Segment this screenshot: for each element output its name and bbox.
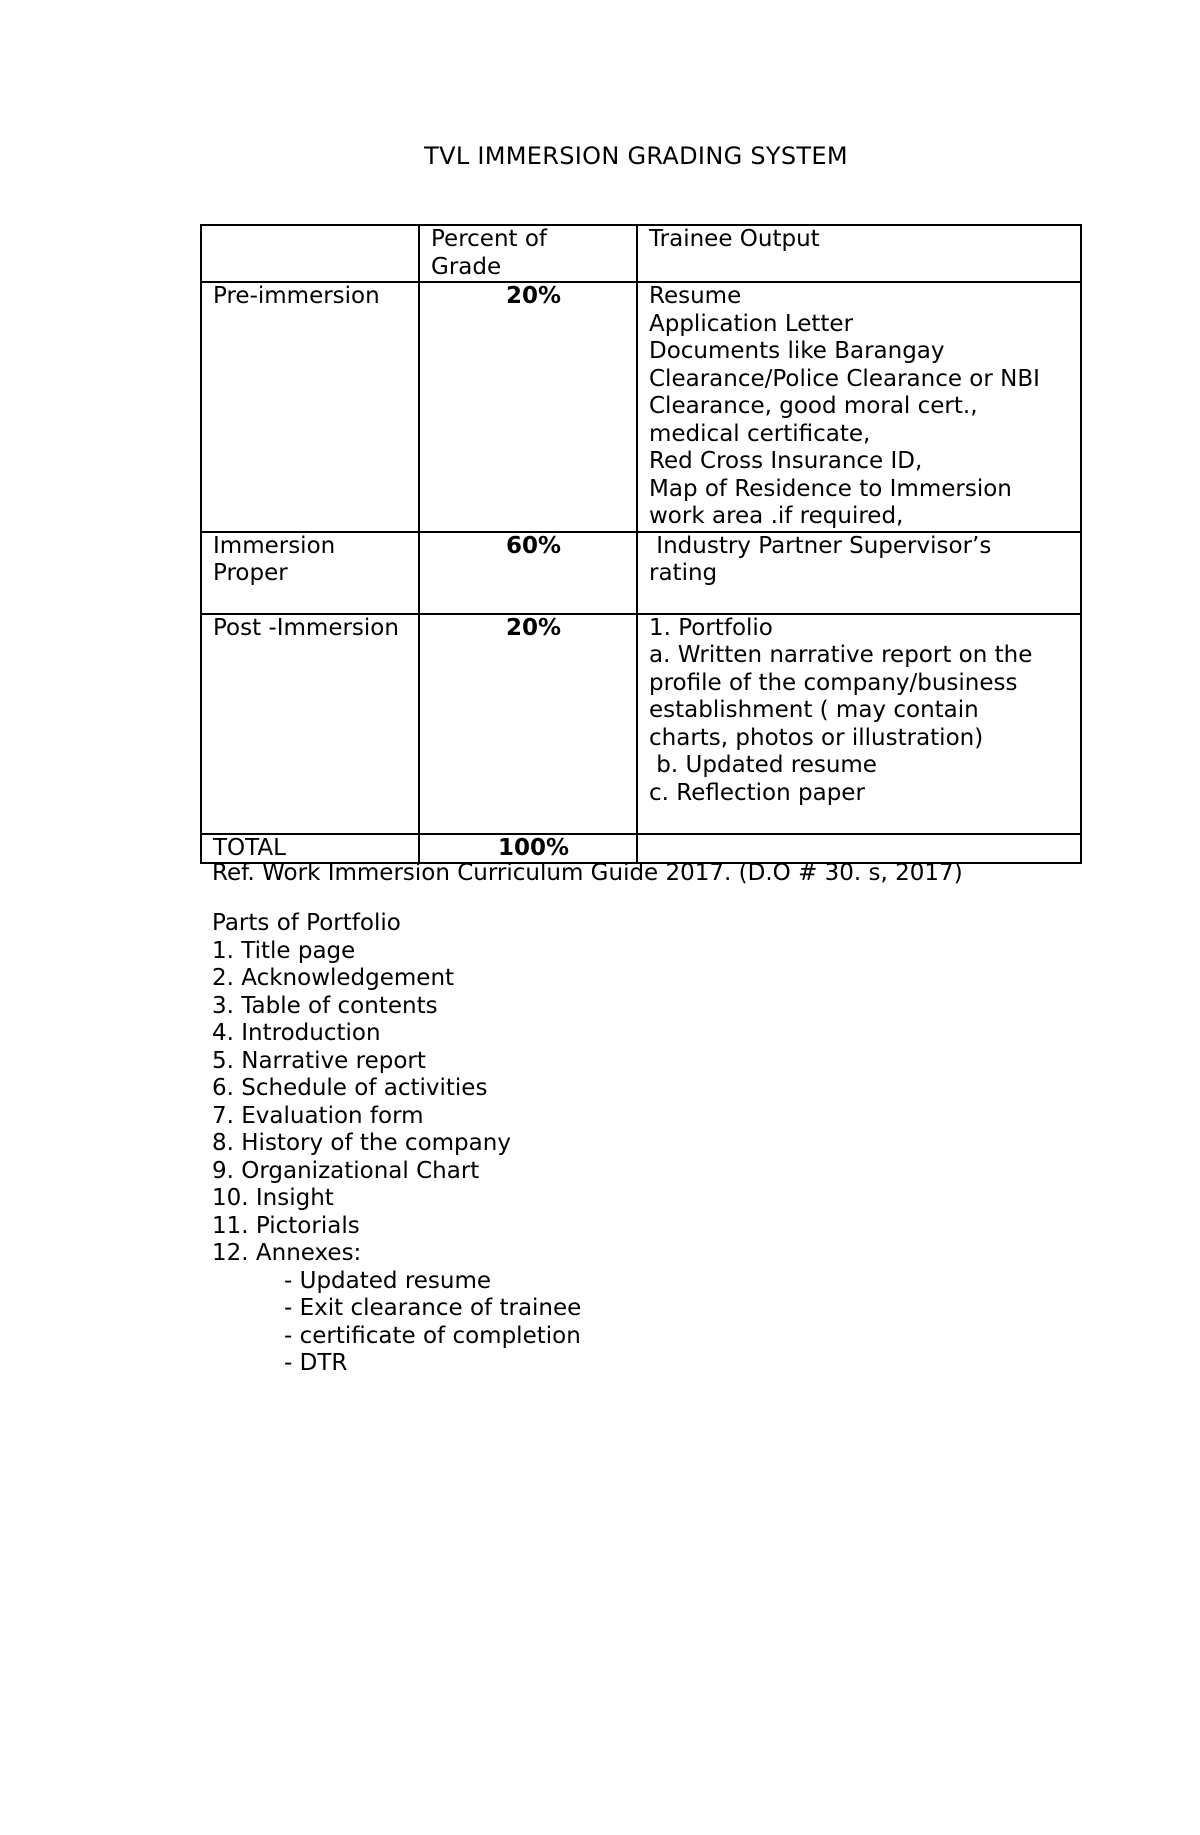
annex-item: - Exit clearance of trainee (284, 1295, 582, 1321)
header-stage-cell (201, 225, 419, 282)
output-line: Industry Partner Supervisor’s (649, 532, 992, 559)
output-line: Resume (649, 283, 742, 309)
reference-note: Ref. Work Immersion Curriculum Guide 2017. (D.O # 30. s, 2017) (212, 860, 963, 886)
annex-item: - Updated resume (284, 1267, 492, 1294)
total-label-cell: TOTAL (201, 834, 419, 864)
output-line: 1. Portfolio (649, 614, 773, 641)
output-cell (637, 532, 1081, 614)
grading-table (200, 224, 1082, 864)
table-row (201, 614, 1081, 834)
output-cell (637, 282, 1081, 532)
total-row (201, 834, 1081, 864)
list-item: 11. Pictorials (212, 1212, 360, 1239)
list-item: 9. Organizational Chart (212, 1157, 480, 1184)
stage-line: Immersion (213, 532, 336, 559)
output-line: work area .if required, (649, 503, 904, 529)
output-line: charts, photos or illustration) (649, 724, 984, 751)
table-header-row (201, 225, 1081, 282)
stage-cell (201, 532, 419, 614)
output-line: b. Updated resume (649, 752, 877, 778)
annex-item: - DTR (284, 1350, 348, 1376)
list-item: 10. Insight (212, 1185, 334, 1211)
output-line: Documents like Barangay (649, 338, 945, 364)
stage-cell: Post -Immersion (201, 614, 419, 834)
list-item: 5. Narrative report (212, 1047, 426, 1074)
output-line: rating (649, 560, 718, 586)
page-title: TVL IMMERSION GRADING SYSTEM (424, 142, 848, 170)
portfolio-section (212, 910, 581, 1378)
list-item: 1. Title page (212, 937, 356, 964)
table-row (201, 532, 1081, 614)
output-cell (637, 614, 1081, 834)
output-line: Map of Residence to Immersion (649, 475, 1012, 502)
total-percent-cell: 100% (419, 834, 637, 864)
total-output-cell (637, 834, 1081, 864)
stage-line: Proper (213, 560, 288, 586)
output-line: c. Reflection paper (649, 779, 865, 806)
output-line: Red Cross Insurance ID, (649, 448, 923, 474)
stage-cell: Pre-immersion (201, 282, 419, 532)
percent-cell: 20% (419, 282, 637, 532)
output-line: a. Written narrative report on the (649, 642, 1033, 668)
percent-cell: 60% (419, 532, 637, 614)
list-item: 3. Table of contents (212, 992, 438, 1019)
output-line: Clearance/Police Clearance or NBI (649, 365, 1040, 392)
list-item: 8. History of the company (212, 1130, 511, 1156)
table-row (201, 282, 1081, 532)
output-line: profile of the company/business (649, 669, 1018, 696)
percent-cell: 20% (419, 614, 637, 834)
annex-item: - certificate of completion (284, 1322, 581, 1349)
output-line: Application Letter (649, 310, 854, 337)
list-item: 6. Schedule of activities (212, 1075, 488, 1101)
list-item: 4. Introduction (212, 1020, 381, 1046)
list-item: 2. Acknowledgement (212, 965, 455, 991)
header-percent-cell (419, 225, 637, 282)
header-output-cell: Trainee Output (637, 225, 1081, 282)
header-percent-line: Grade (431, 253, 502, 280)
output-line: Clearance, good moral cert., (649, 393, 978, 419)
header-percent-line: Percent of (431, 226, 548, 252)
portfolio-heading: Parts of Portfolio (212, 910, 401, 936)
output-line: medical certificate, (649, 420, 871, 447)
output-line: establishment ( may contain (649, 697, 979, 723)
list-item: 12. Annexes: (212, 1240, 362, 1266)
list-item: 7. Evaluation form (212, 1102, 424, 1129)
